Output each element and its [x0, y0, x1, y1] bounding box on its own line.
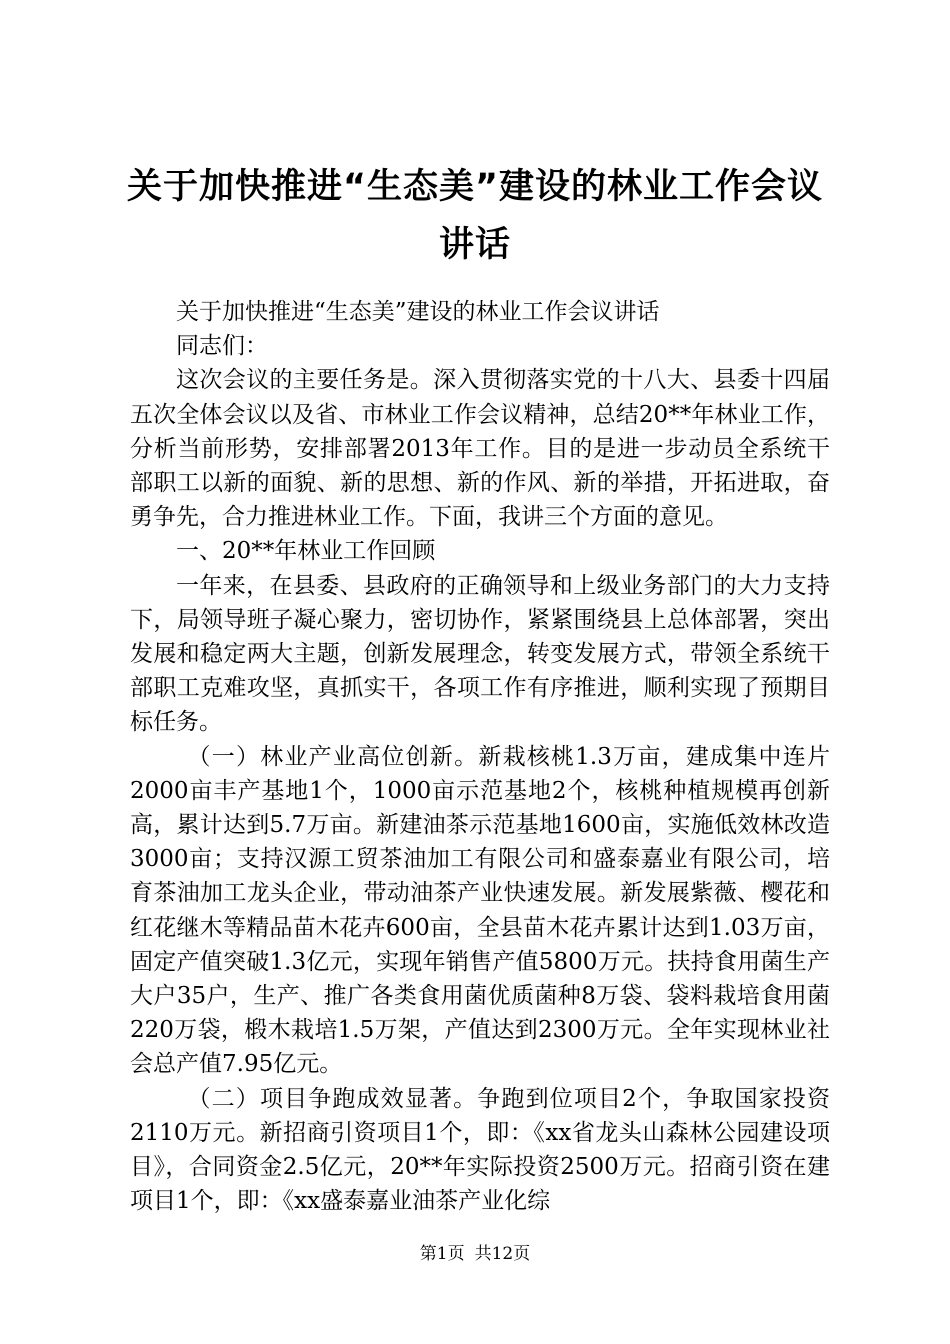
paragraph: 这次会议的主要任务是。深入贯彻落实党的十八大、县委十四届五次全体会议以及省、市林业工作会议精神，总结20**年林业工作，分析当前形势，安排部署2013年工作。目的是进一步动员全系统干部职工以新的面貌、新的思想、新的作风、新的举措，开拓进取，奋勇争先，合力推进林业工作。下面，我讲三个方面的意见。: [130, 367, 830, 531]
paragraph: 同志们：: [176, 333, 268, 360]
paragraph: 关于加快推进“生态美”建设的林业工作会议讲话: [176, 299, 660, 325]
document-body: [130, 295, 830, 1218]
paragraph: 一年来，在县委、县政府的正确领导和上级业务部门的大力支持下，局领导班子凝心聚力，密切协作，紧紧围绕县上总体部署，突出发展和稳定两大主题，创新发展理念，转变发展方式，带领全系统干部职工克难攻坚，真抓实干，各项工作有序推进，顺利实现了预期目标任务。: [130, 572, 830, 736]
paragraph: （一）林业产业高位创新。新栽核桃1.3万亩，建成集中连片2000亩丰产基地1个，1000亩示范基地2个，核桃种植规模再创新高，累计达到5.7万亩。新建油茶示范基地1600亩，实施低效林改造3000亩；支持汉源工贸茶油加工有限公司和盛泰嘉业有限公司，培育茶油加工龙头企业，带动油茶产业快速发展。新发展紫薇、樱花和红花继木等精品苗木花卉600亩，全县苗木花卉累计达到1.03万亩，固定产值突破1.3亿元，实现年销售产值5800万元。扶持食用菌生产大户35户，生产、推广各类食用菌优质菌种8万袋、袋料栽培食用菌220万袋，椴木栽培1.5万架，产值达到2300万元。全年实现林业社会总产值7.95亿元。: [130, 743, 830, 1078]
page-total: 共12页: [474, 1244, 531, 1264]
page-footer: [0, 1242, 950, 1266]
paragraph: （二）项目争跑成效显著。争跑到位项目2个，争取国家投资2110万元。新招商引资项目1个，即：《xx省龙头山森林公园建设项目》，合同资金2.5亿元，20**年实际投资2500万元。招商引资在建项目1个，即：《xx盛泰嘉业油茶产业化综: [130, 1085, 830, 1215]
page-number: 第1页: [419, 1244, 465, 1264]
document-title: 关于加快推进“生态美”建设的林业工作会议讲话: [126, 167, 823, 265]
section-heading: 一、20**年林业工作回顾: [176, 538, 436, 565]
